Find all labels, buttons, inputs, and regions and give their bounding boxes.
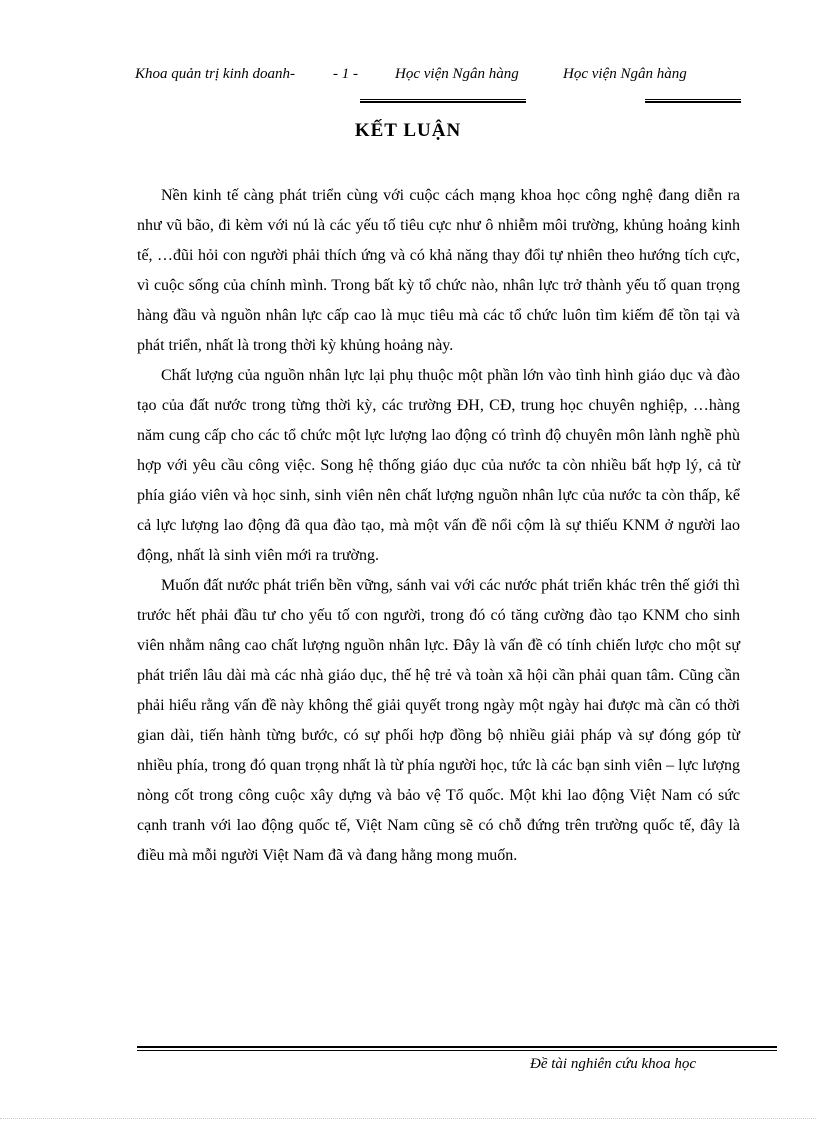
paragraph-1: Nền kinh tế càng phát triển cùng với cuộc cách mạng khoa học công nghệ đang diễn ra như vũ bão, đi kèm với nú là các yếu tố tiêu cực như ô nhiễm môi trường, khủng hoảng kinh tế, …đũi hỏi con người phải thích ứng và có khả năng thay đổi tự nhiên theo hướng tích cực, vì cuộc sống của chính mình. Trong bất kỳ tổ chức nào, nhân lực trở thành yếu tố quan trọng hàng đầu và nguồn nhân lực cấp cao là mục tiêu mà các tổ chức luôn tìm kiếm để tồn tại và phát triển, nhất là trong thời kỳ khủng hoảng này.: [137, 187, 740, 354]
page-title: KẾT LUẬN: [354, 120, 462, 141]
paragraph-3: Muốn đất nước phát triển bền vững, sánh vai với các nước phát triển khác trên thế giới thì trước hết phải đầu tư cho yếu tố con người, trong đó có tăng cường đào tạo KNM cho sinh viên nhằm nâng cao chất lượng nguồn nhân lực. Đây là vấn đề có tính chiến lược cho một sự phát triển lâu dài mà các nhà giáo dục, thế hệ trẻ và toàn xã hội cần phải quan tâm. Cũng cần phải hiểu rằng vấn đề này không thể giải quyết trong ngày một ngày hai được mà cần có thời gian dài, tiến hành từng bước, có sự phối hợp đồng bộ nhiều giải pháp và sự đóng góp từ nhiều phía, trong đó quan trọng nhất là từ phía người học, tức là các bạn sinh viên – lực lượng nòng cốt trong công cuộc xây dựng và bảo vệ Tổ quốc. Một khi lao động Việt Nam có sức cạnh tranh với lao động quốc tế, Việt Nam cũng sẽ có chỗ đứng trên trường quốc tế, đây là điều mà mỗi người Việt Nam đã và đang hằng mong muốn.: [137, 577, 740, 864]
body-text: [137, 181, 740, 871]
page-header: [135, 62, 741, 88]
paragraph-2: Chất lượng của nguồn nhân lực lại phụ thuộc một phần lớn vào tình hình giáo dục và đào tạo của đất nước trong từng thời kỳ, các trường ĐH, CĐ, trung học chuyên nghiệp, …hàng năm cung cấp cho các tổ chức một lực lượng lao động có trình độ chuyên môn lành nghề phù hợp với yêu cầu công việc. Song hệ thống giáo dục của nước ta còn nhiều bất hợp lý, cả từ phía giáo viên và học sinh, sinh viên nên chất lượng nguồn nhân lực của nước ta còn thấp, kể cả lực lượng lao động đã qua đào tạo, mà một vấn đề nổi cộm là sự thiếu KNM ở người lao động, nhất là sinh viên mới ra trường.: [137, 367, 740, 564]
page-footer: Đề tài nghiên cứu khoa học: [530, 1056, 697, 1072]
header-rule-left: [360, 99, 526, 103]
header-institution: Học viện Ngân hàng: [395, 66, 519, 82]
header-rule-right: [645, 99, 741, 103]
header-page-number: - 1 -: [333, 66, 358, 82]
header-department: Khoa quản trị kinh doanh-: [135, 66, 295, 82]
page-edge-divider: [0, 1118, 816, 1119]
header-institution-repeat: Học viện Ngân hàng: [563, 66, 687, 82]
footer-rule: [137, 1046, 777, 1051]
